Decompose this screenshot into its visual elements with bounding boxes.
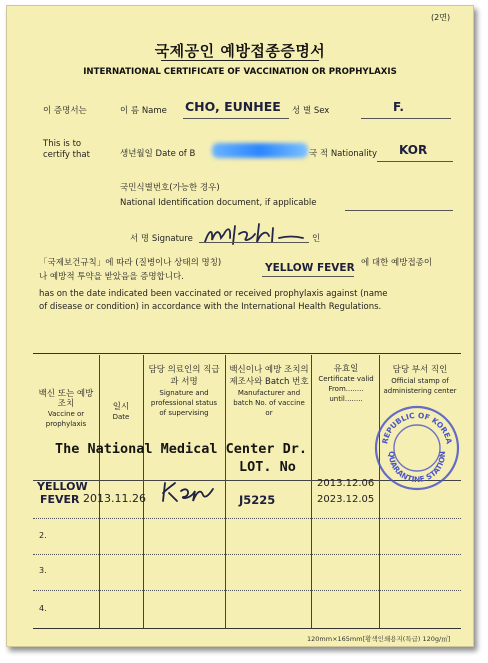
header-date: 일시 Date xyxy=(112,402,130,421)
svg-text:REPUBLIC OF KOREA: REPUBLIC OF KOREA xyxy=(380,410,454,445)
row1-valid-until: 2023.12.05 xyxy=(317,494,375,505)
row-number-3: 3. xyxy=(39,566,47,575)
certify-label-ko: 이 증명서는 xyxy=(43,106,87,116)
row1-date: 2013.11.26 xyxy=(83,492,146,505)
certify-label-en-2: certify that xyxy=(43,150,90,160)
header-valid: 유효일 Certificate valid From........ until........ xyxy=(318,364,374,403)
name-label: 이 름 Name xyxy=(120,106,167,116)
dob-label: 생년월일 Date of B xyxy=(120,149,196,159)
disease-value: YELLOW FEVER xyxy=(265,262,355,274)
row1-batch: J5225 xyxy=(239,493,276,507)
signature-label: 서 명 Signature xyxy=(130,234,193,244)
header-batch: 백신이나 예방 조치의 제조사와 Batch 번호 Manufacturer and batch No. of vaccine or xyxy=(229,365,309,417)
stamp-overlay-doctor: The National Medical Center Dr. xyxy=(55,441,307,457)
footer-paper-spec: 120mm×165mm[황색인쇄용지(특급) 120g/㎡] xyxy=(307,635,451,643)
row1-vaccine-2: FEVER xyxy=(40,493,80,506)
header-signature: 담당 의료인의 직급과 서명 Signature and professional status of supervising xyxy=(148,365,220,417)
certificate-card xyxy=(6,5,474,647)
regulation-ko-3: 나 예방적 투약을 받았음을 증명합니다. xyxy=(39,272,184,282)
name-value: CHO, EUNHEE xyxy=(185,99,281,114)
stamp-overlay-lot: LOT. No xyxy=(239,459,296,475)
title-korean: 국제공인 예방접종증명서 xyxy=(154,42,326,60)
row-number-4: 4. xyxy=(39,604,47,613)
signature-scribble xyxy=(199,218,311,250)
certify-label-en-1: This is to xyxy=(43,139,82,149)
title-english: INTERNATIONAL CERTIFICATE OF VACCINATION OR PROPHYLAXIS xyxy=(83,67,397,77)
redacted-dob xyxy=(212,143,308,158)
regulation-en-1: has on the date indicated been vaccinated or received prophylaxis against (name xyxy=(39,289,388,299)
id-label-en: National Identification document, if applicable xyxy=(120,198,317,208)
regulation-ko-2: 에 대한 예방접종이 xyxy=(361,258,433,268)
row-number-2: 2. xyxy=(39,531,47,540)
nationality-value: KOR xyxy=(399,143,428,157)
svg-text:QUARANTINE STATION: QUARANTINE STATION xyxy=(386,451,448,485)
quarantine-seal-stamp xyxy=(373,404,461,492)
page-tag: (2면) xyxy=(431,13,451,22)
id-label-ko: 국민식별번호(가능한 경우) xyxy=(120,183,220,193)
row1-signature xyxy=(157,477,219,507)
header-vaccine: 백신 또는 예방조치 Vaccine or prophylaxis xyxy=(38,389,94,428)
row1-valid-from: 2013.12.06 xyxy=(317,478,375,489)
header-stamp: 담당 부서 직인 Official stamp of administering center xyxy=(383,365,457,395)
regulation-ko-1: 「국제보건규칙」에 따라 (질병이나 상태의 명칭) xyxy=(39,258,222,268)
signature-suffix: 인 xyxy=(312,234,321,244)
sex-label: 성 별 Sex xyxy=(292,106,330,116)
sex-value: F. xyxy=(393,100,404,114)
nationality-label: 국 적 Nationality xyxy=(309,149,377,159)
row1-vaccine-1: YELLOW xyxy=(37,480,88,493)
regulation-en-2: of disease or condition) in accordance with the International Health Regulations. xyxy=(39,302,382,312)
